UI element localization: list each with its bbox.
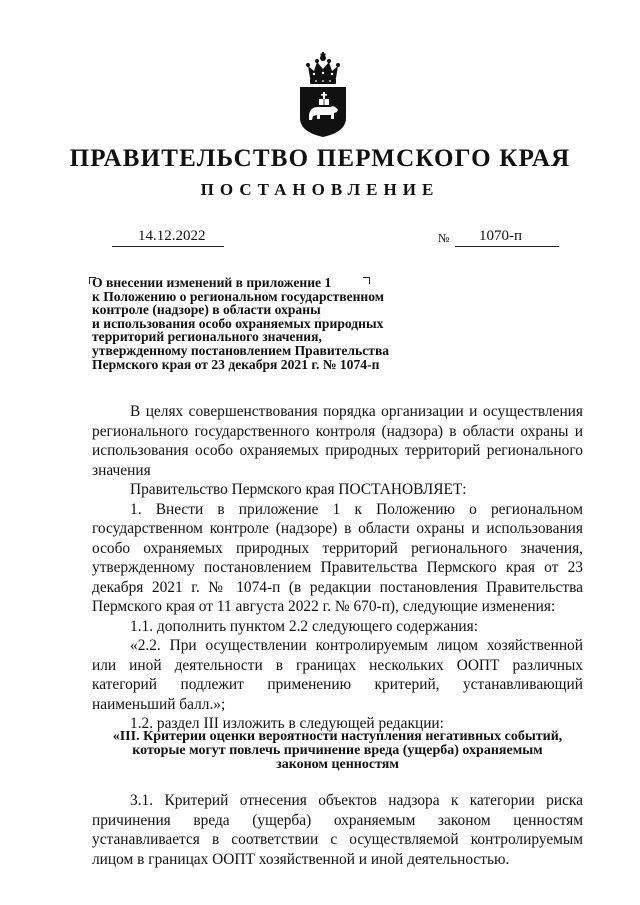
government-title: ПРАВИТЕЛЬСТВО ПЕРМСКОГО КРАЯ [69,145,571,172]
subject-line: и использования особо охраняемых природных [92,315,384,331]
section-heading [92,730,583,772]
subject-line: территорий регионального значения, [92,329,322,345]
item-1-paragraph: 1. Внести в приложение 1 к Положению о региональном государственном контроле (надзоре) в области охраны и использования особо охраняемых природных территорий регионального значения, утвержденному постановлением Правительства Пермского края от 23 декабря 2021 г. № 1074-п (в редакции постановления Правительства Пермского края от 11 августа 2022 г. № 670-п), следующие изменения: [92,500,583,615]
document-number: 1070-п [455,226,559,247]
document-subject [92,276,432,371]
document-body [92,402,583,734]
resolution-paragraph: Правительство Пермского края ПОСТАНОВЛЯЕТ: [130,481,467,498]
section-heading-line: «III. Критерии оценки вероятности наступления негативных событий, [112,729,563,744]
subject-line: Пермского края от 23 декабря 2021 г. № 1074-п [92,356,380,372]
subject-line: к Положению о региональном государственном [92,288,385,304]
item-1-2-paragraph: 1.2. раздел III изложить в следующей редакции: [130,715,444,732]
number-label: № [438,231,450,245]
subject-line: контроле (надзоре) в области охраны [92,302,321,318]
section-heading-line: которые могут повлечь причинение вреда (ущерба) охраняемым [132,743,543,758]
item-3-1-paragraph: 3.1. Критерий отнесения объектов надзора к категории риска причинения вреда (ущерба) охраняемым законом ценностям устанавливается в соответствии с осуществляемой контролируемым лицом в границах ООПТ хозяйственной и иной деятельностью. [92,792,583,868]
item-2-2-paragraph: «2.2. При осуществлении контролируемым лицом хозяйственной или иной деятельности в границах нескольких ООПТ различных категорий подлежит применению критерий, устанавливающий наименьший балл.»; [92,637,583,713]
coat-of-arms-icon [296,52,350,138]
section-heading-line: законом ценностям [276,757,399,772]
item-1-1-paragraph: 1.1. дополнить пунктом 2.2 следующего содержания: [130,617,479,635]
document-date: 14.12.2022 [112,226,224,247]
subject-line: О внесении изменений в приложение 1 [92,275,332,290]
document-body-continued [92,791,583,869]
preamble-paragraph: В целях совершенствования порядка организации и осуществления регионального государственного контроля (надзора) в области охраны и использования особо охраняемых природных территорий регионального значения [92,403,583,479]
document-type: ПОСТАНОВЛЕНИЕ [200,180,440,199]
subject-line: утвержденному постановлением Правительства [92,342,390,358]
